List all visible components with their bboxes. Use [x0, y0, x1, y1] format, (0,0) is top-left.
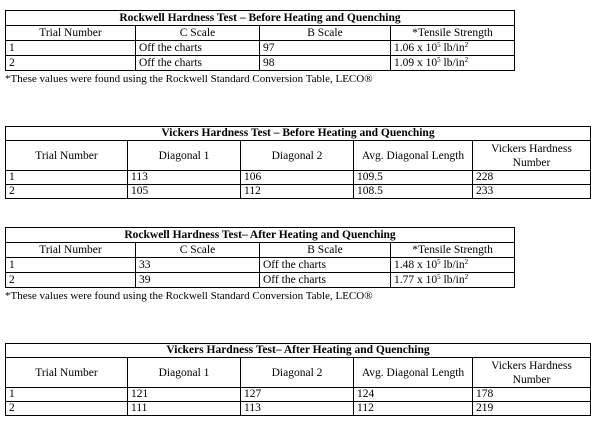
cell-trial: 2	[6, 273, 136, 288]
column-header: C Scale	[136, 26, 260, 41]
column-header: *Tensile Strength	[391, 26, 515, 41]
table-cell: 219	[473, 402, 591, 416]
table-cell: 124	[354, 388, 473, 402]
cell-b-scale: Off the charts	[260, 258, 391, 273]
column-header: B Scale	[260, 26, 391, 41]
cell-c-scale: 33	[136, 258, 260, 273]
rockwell-before-table	[5, 10, 515, 71]
footnote: *These values were found using the Rockwell Standard Conversion Table, LECO®	[5, 290, 373, 302]
table-row	[6, 171, 591, 185]
table-row	[6, 41, 515, 56]
column-header: Vickers Hardness Number	[473, 358, 591, 388]
cell-tensile-strength: 1.09 x $10^5$ $lb/in^2$	[391, 56, 515, 71]
column-header: Trial Number	[6, 26, 136, 41]
cell-b-scale: 97	[260, 41, 391, 56]
column-header: Diagonal 2	[241, 141, 354, 171]
column-header: Trial Number	[6, 141, 128, 171]
table-cell: 178	[473, 388, 591, 402]
table-title: Vickers Hardness Test– After Heating and Quenching	[6, 344, 591, 358]
vickers-before-table	[5, 126, 591, 199]
table-cell: 106	[241, 171, 354, 185]
table-cell: 111	[128, 402, 241, 416]
footnote: *These values were found using the Rockwell Standard Conversion Table, LECO®	[5, 73, 373, 85]
table-row	[6, 273, 515, 288]
column-header: Diagonal 2	[241, 358, 354, 388]
table-row	[6, 56, 515, 71]
table-row	[6, 402, 591, 416]
table-cell: 228	[473, 171, 591, 185]
column-header: Avg. Diagonal Length	[354, 141, 473, 171]
cell-tensile-strength: 1.06 x $10^5$ $lb/in^2$	[391, 41, 515, 56]
table-cell: 233	[473, 185, 591, 199]
table-title: Rockwell Hardness Test– After Heating and Quenching	[6, 228, 515, 243]
table-cell: 113	[128, 171, 241, 185]
column-header: *Tensile Strength	[391, 243, 515, 258]
column-header: Diagonal 1	[128, 358, 241, 388]
table-cell: 108.5	[354, 185, 473, 199]
table-cell: 1	[6, 388, 128, 402]
cell-b-scale: 98	[260, 56, 391, 71]
column-header: Avg. Diagonal Length	[354, 358, 473, 388]
table-cell: 109.5	[354, 171, 473, 185]
rockwell-after-table	[5, 227, 515, 288]
column-header: Trial Number	[6, 243, 136, 258]
table-cell: 105	[128, 185, 241, 199]
column-header: Vickers Hardness Number	[473, 141, 591, 171]
column-header: Diagonal 1	[128, 141, 241, 171]
cell-trial: 1	[6, 258, 136, 273]
table-row	[6, 258, 515, 273]
table-cell: 2	[6, 185, 128, 199]
table-cell: 2	[6, 402, 128, 416]
table-cell: 121	[128, 388, 241, 402]
table-row	[6, 388, 591, 402]
table-cell: 113	[241, 402, 354, 416]
table-title: Vickers Hardness Test – Before Heating and Quenching	[6, 127, 591, 141]
column-header: C Scale	[136, 243, 260, 258]
cell-c-scale: Off the charts	[136, 56, 260, 71]
cell-c-scale: 39	[136, 273, 260, 288]
cell-b-scale: Off the charts	[260, 273, 391, 288]
cell-tensile-strength: 1.48 x $10^5$ $lb/in^2$	[391, 258, 515, 273]
table-cell: 112	[241, 185, 354, 199]
column-header: B Scale	[260, 243, 391, 258]
table-cell: 1	[6, 171, 128, 185]
column-header: Trial Number	[6, 358, 128, 388]
table-row	[6, 185, 591, 199]
cell-trial: 2	[6, 56, 136, 71]
vickers-after-table	[5, 343, 591, 416]
table-cell: 112	[354, 402, 473, 416]
cell-tensile-strength: 1.77 x $10^5$ $lb/in^2$	[391, 273, 515, 288]
table-cell: 127	[241, 388, 354, 402]
cell-trial: 1	[6, 41, 136, 56]
table-title: Rockwell Hardness Test – Before Heating and Quenching	[6, 11, 515, 26]
cell-c-scale: Off the charts	[136, 41, 260, 56]
